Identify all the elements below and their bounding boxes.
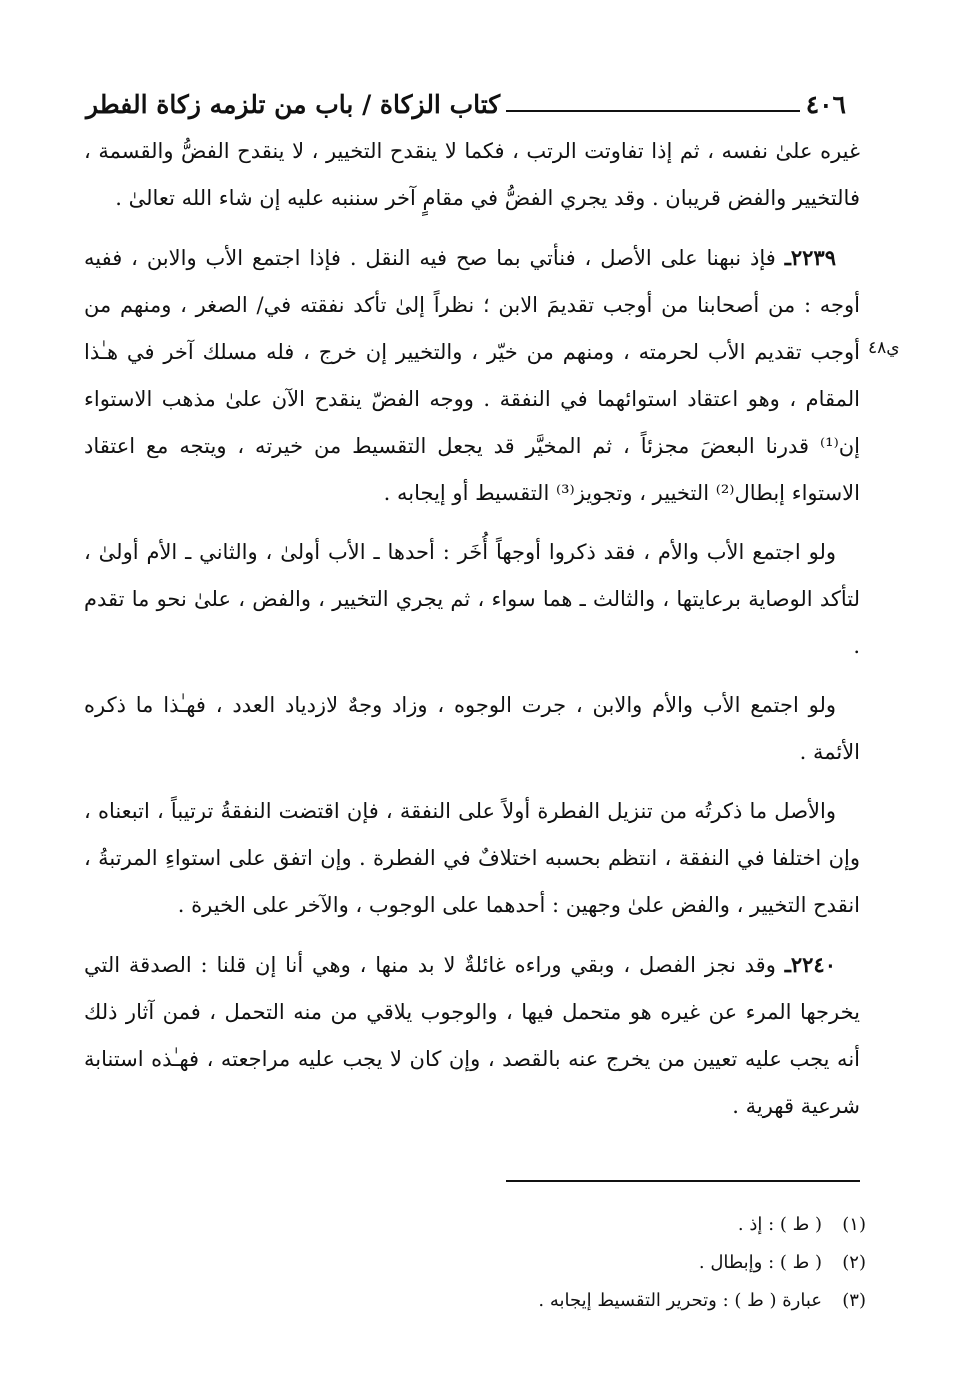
running-title: كتاب الزكاة / باب من تلزمه زكاة الفطر (86, 90, 501, 119)
page-header (86, 84, 846, 120)
footnote-3 (300, 1282, 866, 1320)
footnote-text: عبارة ( ط ) : وتحرير التقسيط إيجابه . (538, 1290, 822, 1311)
paragraph-text: ولو اجتمع الأب والأم ، فقد ذكروا أوجهاً أُخَر : أحدها ـ الأب أولىٰ ، والثاني ـ الأم أولىٰ ، لتأكد الوصاية برعايتها ، والثالث ـ هما سواء ، ثم يجري التخيير ، والفض ، علىٰ نحو ما تقدم . (84, 540, 860, 658)
section-number: ٢٢٤٠ـ (784, 952, 836, 977)
paragraph-text: وقد نجز الفصل ، وبقي وراءه غائلةٌ لا بد منها ، وهي أنا إن قلنا : الصدقة التي يخرجها المرء عن غيره هو متحمل فيها ، والوجوب يلاقي من منه التحمل ، فمن آثار ذلك أنه يجب عليه تعيين من يخرج عنه بالقصد ، وإن كان لا يجب عليه مراجعته ، فهـٰذه استنابة شرعية قهرية . (84, 953, 860, 1118)
footnote-number: (٣) (842, 1290, 866, 1311)
footnote-number: (٢) (842, 1252, 866, 1273)
paragraph-text: ولو اجتمع الأب والأم والابن ، جرت الوجوه ، وزاد وجهٌ لازدياد العدد ، فهـٰذا ما ذكره الأئمة . (84, 693, 860, 764)
header-rule (506, 110, 800, 112)
page-number: ٤٠٦ (805, 90, 846, 119)
footnote-1 (300, 1206, 866, 1244)
footnote-2 (300, 1244, 866, 1282)
paragraph-4 (84, 682, 860, 776)
footnote-rule (506, 1180, 860, 1182)
footnote-text: ( ط ) : وإبطال . (698, 1252, 822, 1273)
footnote-number: (١) (842, 1214, 866, 1235)
paragraph-6 (84, 941, 860, 1130)
margin-note: ي٤٨ (868, 338, 900, 358)
paragraph-text: فإذ نبهنا على الأصل ، فنأتي بما صح فيه النقل . فإذا اجتمع الأب والابن ، ففيه أوجه : من أصحابنا من أوجب تقديمَ الابن ؛ نظراً إلىٰ تأكد نفقته في/ الصغر ، ومنهم من أوجب تقديم الأب لحرمته ، ومنهم من خيّر ، والتخيير إن خرج ، فله مسلك آخر في هـٰذا المقام ، وهو اعتقاد استوائهما في النفقة . ووجه الفضّ ينقدح الآن علىٰ مذهب الاستواء إن⁽¹⁾ قدرنا البعضَ مجزئاً ، ثم المخيَّر قد يجعل التقسيط من خيرته ، ويتجه مع اعتقاد الاستواء إبطال⁽²⁾ التخيير ، وتجويز⁽³⁾ التقسيط أو إيجابه . (84, 246, 860, 505)
paragraph-3 (84, 529, 860, 670)
paragraph-text: والأصل ما ذكرتُه من تنزيل الفطرة أولاً على النفقة ، فإن اقتضت النفقةُ ترتيباً ، اتبعناه ، وإن اختلفا في النفقة ، انتظم بحسبه اختلافٌ في الفطرة . وإن اتفق على استواءِ المرتبةُ ، انقدح التخيير ، والفض علىٰ وجهين : أحدهما على الوجوب ، والآخر على الخيرة . (84, 799, 860, 917)
footnotes (300, 1206, 866, 1320)
paragraph-5 (84, 788, 860, 929)
paragraph-1 (84, 128, 860, 222)
section-number: ٢٢٣٩ـ (784, 245, 836, 270)
footnote-text: ( ط ) : إذ . (737, 1214, 822, 1235)
paragraph-2 (84, 234, 860, 517)
page-body (84, 128, 860, 1142)
paragraph-text: غيره علىٰ نفسه ، ثم إذا تفاوتت الرتب ، فكما لا ينقدح التخيير ، لا ينقدح الفضُّ والقسمة ، فالتخيير والفض قريبان . وقد يجري الفضُّ في مقامٍ آخر سننبه عليه إن شاء الله تعالىٰ . (84, 139, 860, 210)
